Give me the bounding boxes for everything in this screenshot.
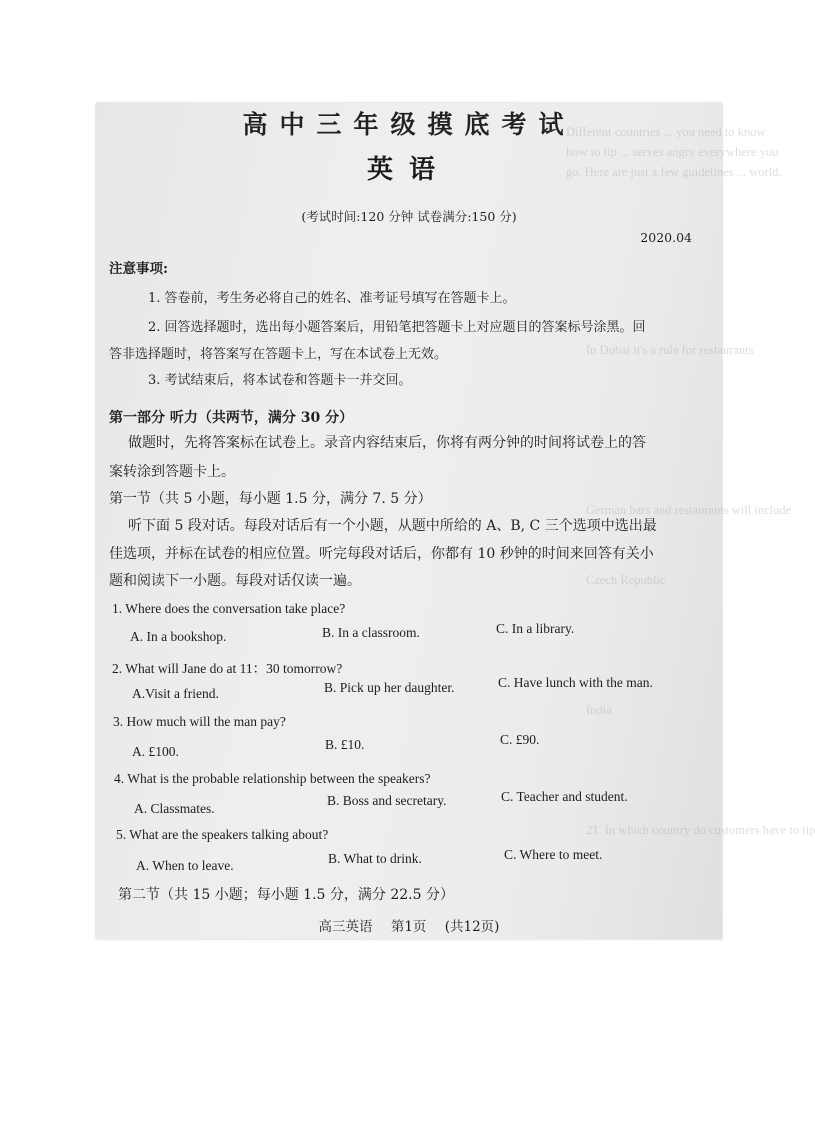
option-a: A. When to leave. bbox=[136, 858, 234, 873]
option-a: A. In a bookshop. bbox=[130, 629, 227, 644]
section1-heading: 第一节（共 5 小题，每小题 1.5 分，满分 7. 5 分） bbox=[109, 491, 432, 507]
option-a: A.Visit a friend. bbox=[132, 686, 219, 701]
exam-subject: 英语 bbox=[366, 155, 451, 185]
question-stem: 1. Where does the conversation take place? bbox=[112, 601, 346, 616]
notice-item: 答非选择题时，将答案写在答题卡上，写在本试卷上无效。 bbox=[109, 347, 448, 362]
option-c: C. Where to meet. bbox=[504, 847, 603, 862]
bleed-through-text: In Dubai it's a rule for restaurants bbox=[586, 343, 754, 357]
part1-intro: 案转涂到答题卡上。 bbox=[109, 464, 235, 480]
option-c: C. Have lunch with the man. bbox=[498, 675, 653, 690]
page-footer: 高三英语 第1页 (共12页) bbox=[318, 919, 500, 935]
section1-instruction: 听下面 5 段对话。每段对话后有一个小题，从题中所给的 A、B, C 三个选项中选出最 bbox=[128, 518, 657, 534]
question-stem: 3. How much will the man pay? bbox=[113, 714, 286, 729]
bleed-through-text: how to tip ... serves angry everywhere you bbox=[566, 145, 779, 159]
notice-heading: 注意事项: bbox=[109, 261, 168, 277]
option-a: A. £100. bbox=[132, 744, 179, 759]
notice-item: 3. 考试结束后，将本试卷和答题卡一并交回。 bbox=[148, 373, 412, 388]
part1-heading: 第一部分 听力（共两节，满分 30 分） bbox=[109, 410, 354, 426]
exam-date: 2020.04 bbox=[640, 230, 692, 245]
bleed-through-text: go. Here are just a few guidelines ... world. bbox=[566, 165, 782, 179]
bleed-through-text: 21. In which country do customers have to tip bbox=[586, 823, 815, 837]
option-b: B. Boss and secretary. bbox=[327, 793, 447, 808]
notice-item: 1. 答卷前，考生务必将自己的姓名、准考证号填写在答题卡上。 bbox=[148, 291, 516, 306]
option-c: C. Teacher and student. bbox=[501, 789, 628, 804]
exam-time-info: (考试时间:120 分钟 试卷满分:150 分) bbox=[301, 209, 517, 224]
exam-page bbox=[96, 103, 815, 939]
bleed-through-text: India bbox=[586, 703, 612, 717]
option-c: C. In a library. bbox=[496, 621, 575, 636]
option-a: A. Classmates. bbox=[134, 801, 215, 816]
option-b: B. In a classroom. bbox=[322, 625, 420, 640]
section1-instruction: 题和阅读下一小题。每段对话仅读一遍。 bbox=[109, 573, 361, 589]
option-b: B. Pick up her daughter. bbox=[324, 680, 455, 695]
section1-instruction: 佳选项，并标在试卷的相应位置。听完每段对话后，你都有 10 秒钟的时间来回答有关小 bbox=[109, 546, 654, 562]
option-c: C. £90. bbox=[500, 732, 540, 747]
part1-intro: 做题时，先将答案标在试卷上。录音内容结束后，你将有两分钟的时间将试卷上的答 bbox=[128, 435, 646, 451]
exam-title: 高中三年级摸底考试 bbox=[242, 110, 576, 139]
bleed-through-text: Czech Republic bbox=[586, 573, 666, 587]
bleed-through-text: Different countries ... you need to know bbox=[566, 125, 766, 139]
bleed-through-text: German bars and restaurants will include bbox=[586, 503, 792, 517]
notice-item: 2. 回答选择题时，选出每小题答案后，用铅笔把答题卡上对应题目的答案标号涂黑。回 bbox=[148, 320, 646, 335]
section2-heading: 第二节（共 15 小题；每小题 1.5 分，满分 22.5 分） bbox=[118, 887, 454, 903]
question-stem: 5. What are the speakers talking about? bbox=[116, 827, 329, 842]
question-stem: 2. What will Jane do at 11：30 tomorrow? bbox=[112, 661, 343, 676]
option-b: B. £10. bbox=[325, 737, 365, 752]
question-stem: 4. What is the probable relationship between the speakers? bbox=[114, 771, 431, 786]
option-b: B. What to drink. bbox=[328, 851, 422, 866]
